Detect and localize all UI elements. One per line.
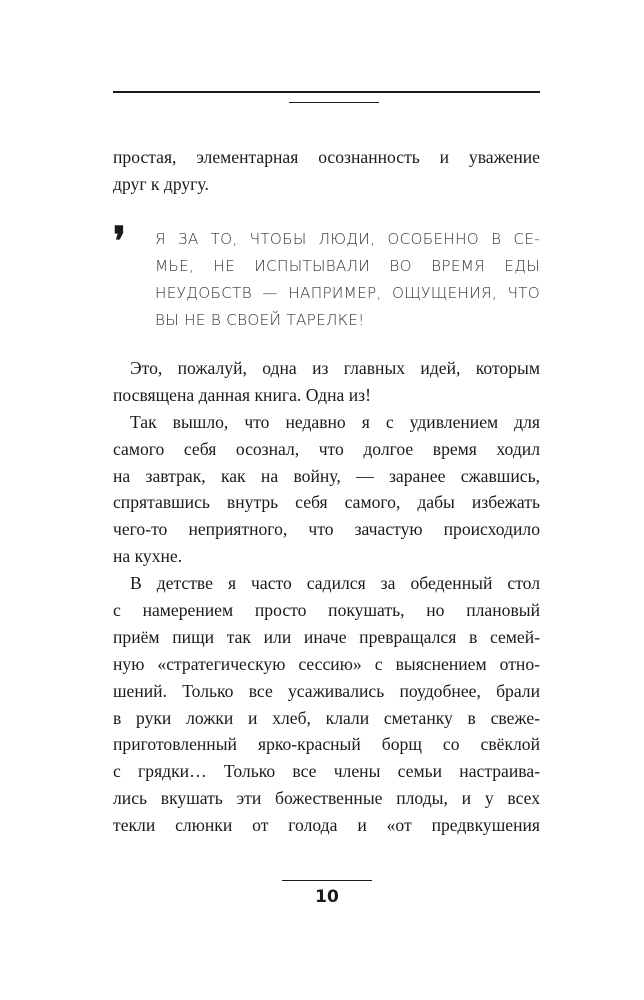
quote-line: МЬЕ, НЕ ИСПЫТЫВАЛИ ВО ВРЕМЯ ЕДЫ bbox=[155, 256, 540, 275]
text-line: шений. Только все усаживались поудобнее, брали bbox=[113, 680, 540, 701]
page-number: 10 bbox=[315, 887, 339, 907]
text-line: самого себя осознал, что долгое время ходил bbox=[113, 438, 540, 459]
text-line: с грядки… Только все члены семьи настраива- bbox=[113, 761, 540, 782]
text-line: друг к другу. bbox=[113, 173, 209, 194]
paragraph bbox=[113, 570, 540, 839]
continued-paragraph bbox=[113, 144, 540, 198]
text-line: с намерением просто покушать, но плановый bbox=[113, 600, 540, 621]
header-short-rule bbox=[289, 102, 379, 103]
text-line: В детстве я часто садился за обеденный стол bbox=[130, 573, 540, 594]
paragraph bbox=[113, 355, 540, 409]
text-line: спрятавшись внутрь себя самого, дабы избежать bbox=[113, 492, 540, 513]
text-line: приём пищи так или иначе превращался в семей- bbox=[113, 626, 540, 647]
pull-quote bbox=[155, 226, 540, 334]
quote-line: НЕУДОБСТВ — НАПРИМЕР, ОЩУЩЕНИЯ, ЧТО bbox=[155, 283, 540, 302]
text-line: ную «стратегическую сессию» с выяснением отно- bbox=[113, 653, 540, 674]
header-rule bbox=[113, 91, 540, 93]
quote-line: ВЫ НЕ В СВОЕЙ ТАРЕЛКЕ! bbox=[155, 310, 365, 329]
text-line: Так вышло, что недавно я с удивлением для bbox=[130, 411, 540, 432]
text-line: лись вкушать эти божественные плоды, и у всех bbox=[113, 788, 540, 809]
text-line: в руки ложки и хлеб, клали сметанку в свеже- bbox=[113, 707, 540, 728]
footer-rule bbox=[282, 880, 372, 881]
quote-mark-icon: ❜ bbox=[113, 219, 126, 264]
text-line: Это, пожалуй, одна из главных идей, которым bbox=[130, 358, 540, 378]
text-line: чего-то неприятного, что зачастую происходило bbox=[113, 519, 540, 540]
text-line: текли слюнки от голода и «от предвкушения bbox=[113, 815, 540, 836]
quote-line: Я ЗА ТО, ЧТОБЫ ЛЮДИ, ОСОБЕННО В СЕ- bbox=[155, 230, 540, 248]
text-line: приготовленный ярко-красный борщ со свёклой bbox=[113, 734, 540, 755]
text-line: посвящена данная книга. Одна из! bbox=[113, 384, 371, 405]
text-line: простая, элементарная осознанность и уважение bbox=[113, 147, 540, 167]
text-line: на кухне. bbox=[113, 546, 183, 567]
body-text bbox=[113, 355, 540, 839]
text-line: на завтрак, как на войну, — заранее сжавшись, bbox=[113, 465, 540, 486]
paragraph bbox=[113, 409, 540, 570]
